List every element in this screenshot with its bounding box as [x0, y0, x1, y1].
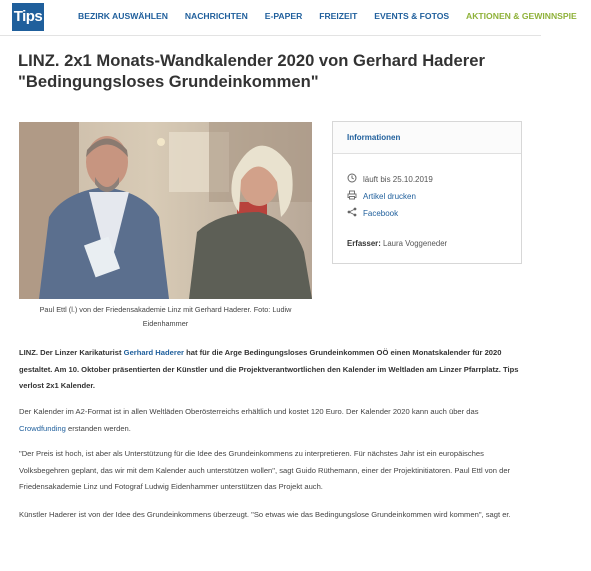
nav-item-bezirk[interactable]: BEZIRK AUSWÄHLEN	[78, 11, 168, 21]
info-box	[332, 121, 522, 264]
article-title-line-2: "Bedingungsloses Grundeinkommen"	[18, 72, 319, 91]
runs-until-text: läuft bis 25.10.2019	[363, 175, 433, 184]
p2-text-start: Der Kalender im A2-Format ist in allen Weltläden Oberösterreichs erhältlich und kostet 120 Euro. Der Kalender 2020 kann auch über das	[19, 407, 479, 416]
nav-item-freizeit[interactable]: FREIZEIT	[319, 11, 358, 21]
author-label: Erfasser:	[347, 239, 381, 248]
article-paragraph-4: Künstler Haderer ist von der Idee des Grundeinkommens überzeugt. "So etwas wie das Bedingungslose Grundeinkommen wird kommen", sagt er.	[19, 510, 511, 519]
haderer-link[interactable]: Gerhard Haderer	[123, 348, 185, 357]
clock-icon	[347, 173, 357, 183]
main-nav	[78, 11, 591, 21]
nav-item-aktionen[interactable]: AKTIONEN & GEWINNSPIE	[466, 11, 577, 21]
lead-text-end: hat für die Arge Bedingungsloses Grundeinkommen OÖ einen Monatskalender für 2020 gestaltet. Am 10. Oktober präsentierten der Künstler und die Projektverantwortlichen den Kalender im Weltladen am Linzer Pfarrplatz. Tips verlost 2x1 Kalender.	[19, 348, 519, 390]
top-navigation	[0, 0, 577, 36]
print-article-label[interactable]: Artikel drucken	[363, 192, 416, 201]
p2-text-end: erstanden werden.	[65, 423, 131, 433]
info-heading: Informationen	[333, 122, 521, 154]
photo-illustration	[19, 122, 312, 299]
print-article-link[interactable]	[347, 190, 416, 201]
article-paragraph-3: "Der Preis ist hoch, ist aber als Unterstützung für die Idee des Grundeinkommens zu interpretieren. Für nächstes Jahr ist ein europäisches Volksbegehren geplant, das wir mit dem Kalender auch unterstützen wollen", sagt Guido Rüthemann, einer der Projektinitiatoren. Paul Ettl von der Friedensakademie Linz und Fotograf Ludwig Eidenhammer unterstützen das Projekt auch.	[19, 449, 511, 491]
facebook-label[interactable]: Facebook	[363, 209, 399, 218]
article-title-line-1: LINZ. 2x1 Monats-Wandkalender 2020 von Gerhard Haderer	[18, 51, 485, 70]
nav-item-events[interactable]: EVENTS & FOTOS	[374, 11, 450, 21]
nav-item-epaper[interactable]: E-PAPER	[264, 11, 303, 21]
article-title	[18, 50, 536, 92]
lead-text-start: LINZ. Der Linzer Karikaturist	[19, 348, 124, 357]
author-name: Laura Voggeneder	[382, 239, 448, 248]
article-lead	[19, 345, 524, 395]
nav-item-nachrichten[interactable]: NACHRICHTEN	[184, 11, 248, 21]
share-icon	[347, 207, 357, 217]
printer-icon	[347, 190, 357, 200]
facebook-share-link[interactable]	[347, 207, 398, 218]
info-runs-until	[347, 173, 433, 184]
photo-caption: Paul Ettl (l.) von der Friedensakademie Linz mit Gerhard Haderer. Foto: Ludiw Eidenhammer	[39, 305, 292, 328]
article-photo	[19, 122, 312, 299]
crowdfunding-link[interactable]: Crowdfunding	[19, 423, 66, 433]
tips-logo[interactable]: Tips	[12, 3, 44, 31]
article-paragraph-2	[19, 404, 524, 437]
author-line	[347, 239, 447, 248]
